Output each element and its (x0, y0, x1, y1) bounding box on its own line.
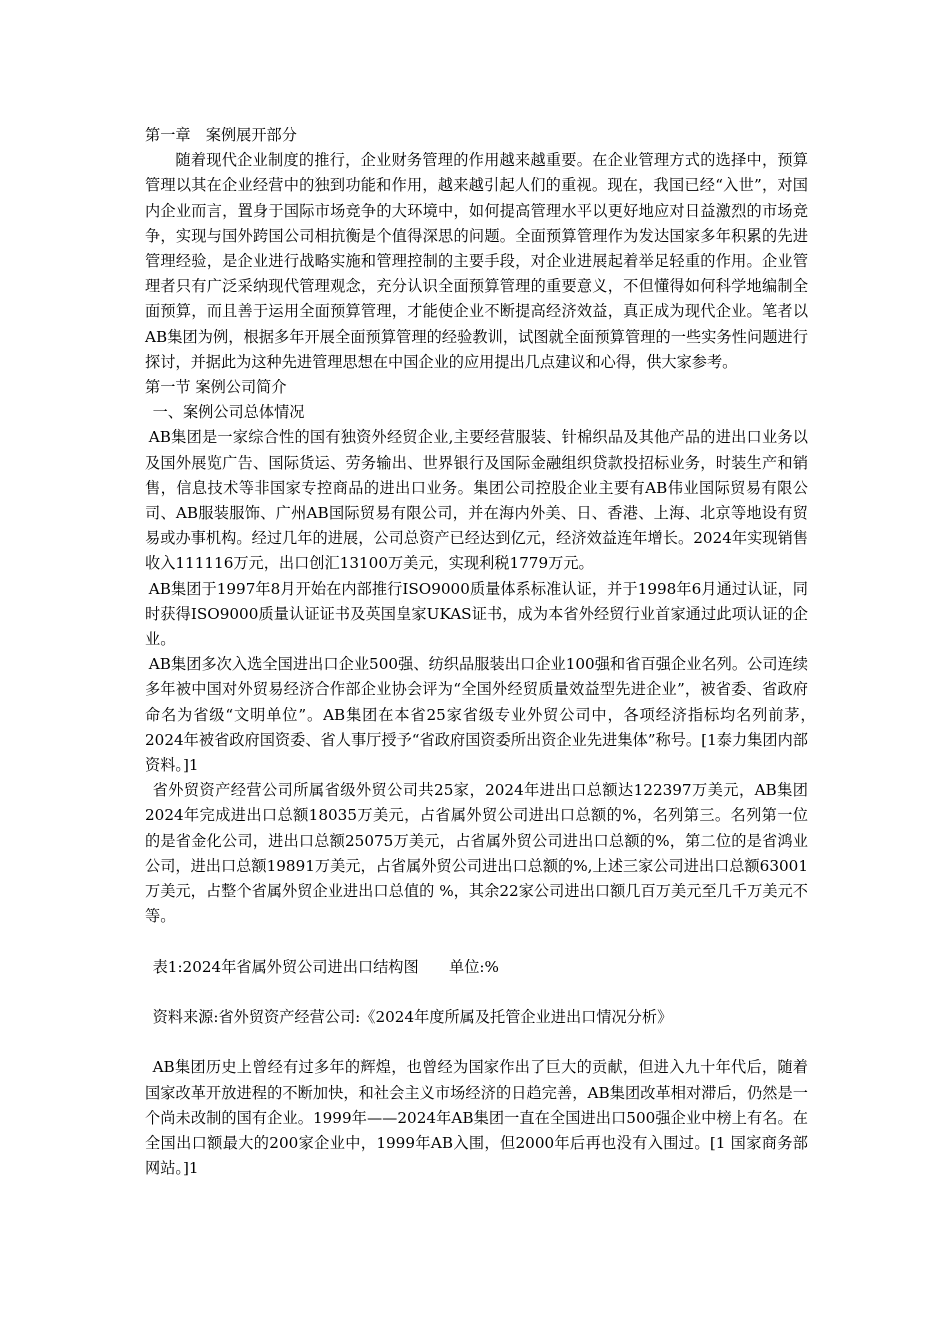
chapter-title: 第一章 案例展开部分 (145, 126, 297, 144)
paragraph-group-overview: AB集团是一家综合性的国有独资外经贸企业,主要经营服装、针棉织品及其他产品的进出口业务以及国外展览广告、国际货运、劳务输出、世界银行及国际金融组织贷款投招标业务，时装生产和销售，信息技术等非国家专控商品的进出口业务。集团公司控股企业主要有AB伟业国际贸易有限公司、AB服装服饰、广州AB国际贸易有限公司，并在海内外美、日、香港、上海、北京等地设有贸易或办事机构。经过几年的进展，公司总资产已经达到亿元，经济效益连年增长。2024年实现销售收入111116万元，出口创汇13100万美元，实现利税1779万元。 (145, 428, 808, 573)
paragraph-iso-certification: AB集团于1997年8月开始在内部推行ISO9000质量体系标准认证，并于1998年6月通过认证，同时获得ISO9000质量认证证书及英国皇家UKAS证书，成为本省外经贸行业首家通过此项认证的企业。 (145, 579, 808, 649)
paragraph-ranking: 省外贸资产经营公司所属省级外贸公司共25家，2024年进出口总额达122397万美元，AB集团2024年完成进出口总额18035万美元，占省属外贸公司进出口总额的%，名列第三。名列第一位的是省金化公司，进出口总额25075万美元，占省属外贸公司进出口总额的%，第二位的是省鸿业公司，进出口总额19891万美元，占省属外贸公司进出口总额的%,上述三家公司进出口总额63001万美元，占整个省属外贸企业进出口总值的 %，其余22家公司进出口额几百万美元至几千万美元不等。 (145, 781, 808, 926)
table-caption: 表1:2024年省属外贸公司进出口结构图 单位:% (152, 957, 499, 976)
source-note: 资料来源:省外贸资产经营公司:《2024年度所属及托管企业进出口情况分析》 (152, 1008, 673, 1027)
spacer (145, 980, 808, 1005)
paragraph-honors: AB集团多次入选全国进出口企业500强、纺织品服装出口企业100强和省百强企业名列。公司连续多年被中国对外贸易经济合作部企业协会评为“全国外经贸质量效益型先进企业”，被省委、省政府命名为省级“文明单位”。AB集团在本省25家省级专业外贸公司中，各项经济指标均名列前茅， 2024年被省政府国资委、省人事厅授予“省政府国资委所出资企业先进集体”称号。[1泰力集团内部资料。]1 (145, 655, 824, 775)
subsection-title: 一、案例公司总体情况 (152, 403, 305, 422)
paragraph-history: AB集团历史上曾经有过多年的辉煌，也曾经为国家作出了巨大的贡献，但进入九十年代后，随着国家改革开放进程的不断加快，和社会主义市场经济的日趋完善，AB集团改革相对滞后，仍然是一个尚未改制的国有企业。1999年——2024年AB集团一直在全国进出口500强企业中榜上有名。在全国出口额最大的200家企业中，1999年AB入围，但2000年后再也没有入围过。[1 国家商务部网站。]1 (145, 1058, 808, 1178)
section-title: 第一节 案例公司简介 (145, 378, 287, 397)
document-body (145, 123, 824, 1181)
spacer (145, 1030, 808, 1055)
intro-paragraph: 随着现代企业制度的推行，企业财务管理的作用越来越重要。在企业管理方式的选择中，预算管理以其在企业经营中的独到功能和作用，越来越引起人们的重视。现在，我国已经“入世”，对国内企业而言，置身于国际市场竞争的大环境中，如何提高管理水平以更好地应对日益激烈的市场竞争，实现与国外跨国公司相抗衡是个值得深思的问题。全面预算管理作为发达国家多年积累的先进管理经验，是企业进行战略实施和管理控制的主要手段，对企业进展起着举足轻重的作用。企业管理者只有广泛采纳现代管理观念，充分认识全面预算管理的重要意义，不但懂得如何科学地编制全面预算，而且善于运用全面预算管理，才能使企业不断提高经济效益，真正成为现代企业。笔者以AB集团为例，根据多年开展全面预算管理的经验教训，试图就全面预算管理的一些实务性问题进行探讨，并据此为这种先进管理思想在中国企业的应用提出几点建议和心得，供大家参考。 (145, 151, 808, 371)
spacer (145, 930, 808, 955)
